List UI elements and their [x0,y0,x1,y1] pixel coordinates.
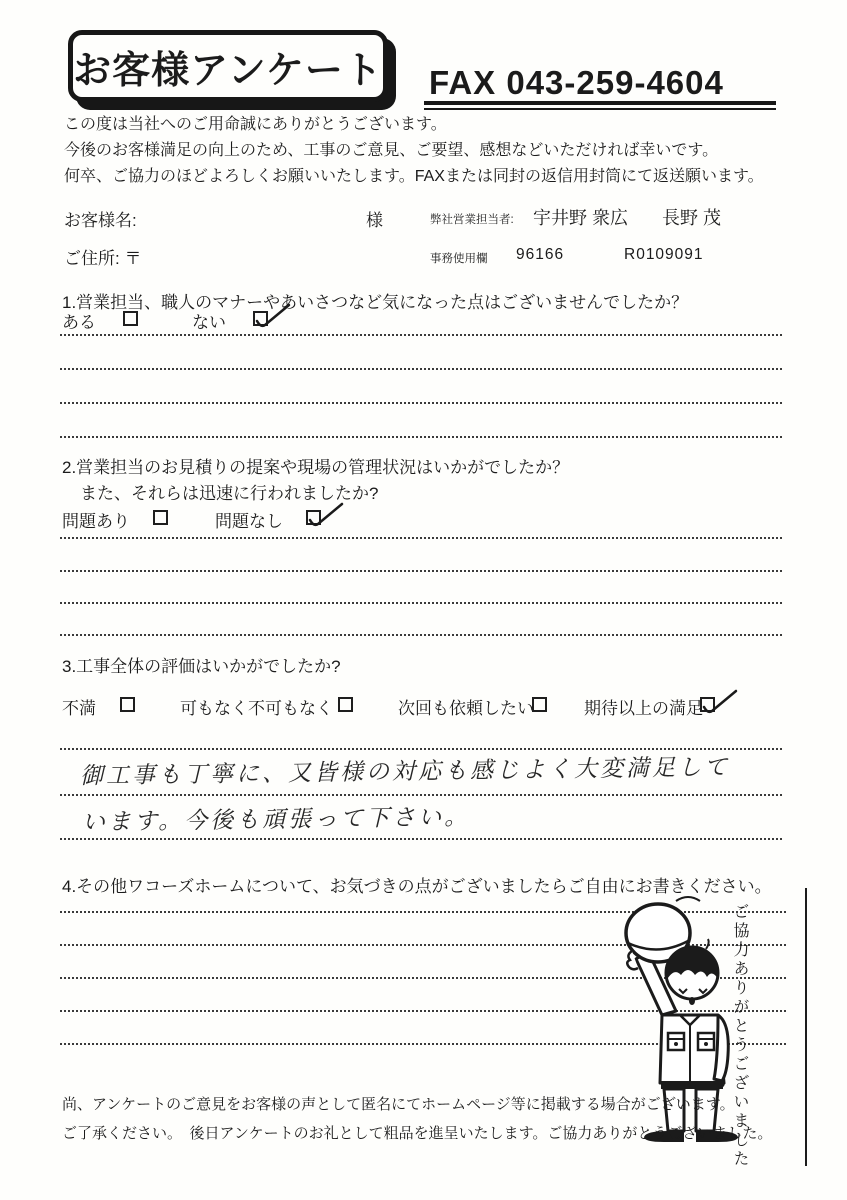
handwritten-check-icon [253,301,293,331]
checkbox-mondai-ari[interactable] [153,510,168,525]
checkbox-aru[interactable] [123,311,138,326]
answer-line [60,537,782,539]
office-code-1: 96166 [516,246,565,263]
answer-line [60,368,782,370]
footer-note-line-2: ご了承ください。 後日アンケートのお礼として粗品を進呈いたします。ご協力ありがとうございました。 [62,1125,773,1142]
answer-line [60,436,782,438]
option-label-aru: ある [62,313,96,332]
answer-line [60,602,782,604]
honorific-label: 様 [366,211,383,230]
checkbox-jikai[interactable] [532,697,547,712]
question-3-text: 3.工事全体の評価はいかがでしたか? [62,657,341,676]
checkbox-nai[interactable] [253,311,268,326]
intro-line-2: 今後のお客様満足の向上のため、工事のご意見、ご要望、感想などいただければ幸いです。 [64,142,719,159]
intro-line-3: 何卒、ご協力のほどよろしくお願いいたします。FAXまたは同封の返信用封筒にて返送願います。 [64,168,764,185]
handwritten-comment-line-1: 御工事も丁寧に、又皆様の対応も感じよく大変満足して [79,753,731,789]
office-code-2: R0109091 [624,246,704,263]
question-4-text: 4.その他ワコーズホームについて、お気づきの点がございましたらご自由にお書きください。 [62,877,772,896]
question-2-text-line-2: また、それらは迅速に行われましたか? [80,484,379,503]
handwritten-check-icon [700,687,740,717]
question-1-text: 1.営業担当、職人のマナーやあいさつなど気になった点はございませんでしたか？ [62,293,689,312]
checkbox-kamonaku[interactable] [338,697,353,712]
address-label: ご住所: 〒 [64,249,142,268]
fax-underline [424,101,776,110]
option-label-mondai-ari: 問題あり [62,512,130,531]
sales-rep-label: 弊社営業担当者: [430,214,514,226]
answer-line [60,402,782,404]
answer-line [60,570,782,572]
answer-line [60,634,782,636]
option-label-mondai-nashi: 問題なし [215,512,283,531]
intro-line-1: この度は当社へのご用命誠にありがとうございます。 [64,116,447,133]
footer-note-line-1: 尚、アンケートのご意見をお客様の声として匿名にてホームページ等に掲載する場合がございます。 [62,1096,735,1113]
checkbox-mondai-nashi[interactable] [306,510,321,525]
intro-text [64,112,804,190]
form-title-badge [68,30,388,102]
handwritten-comment-line-2: います。今後も頑張って下さい。 [81,803,471,835]
answer-line [60,794,782,796]
option-label-kamonaku: 可もなく不可もなく [180,699,333,718]
option-label-nai: ない [192,313,226,332]
office-use-label: 事務使用欄 [430,253,488,265]
option-label-jikai: 次回も依頼したい [398,699,534,718]
fax-number: FAX 043-259-4604 [429,64,724,101]
checkbox-kitai-ijou[interactable] [700,697,715,712]
answer-line [60,838,782,840]
footer-note [62,1090,822,1148]
checkbox-fuman[interactable] [120,697,135,712]
vertical-thanks-text: ご協力ありがとうございました [731,903,748,1169]
question-2-text-line-1: 2.営業担当のお見積りの提案や現場の管理状況はいかがでしたか？ [62,458,570,477]
sales-rep-name-2: 長野 茂 [662,208,722,228]
handwritten-check-icon [306,500,346,530]
sales-rep-name-1: 宇井野 衆広 [533,208,629,228]
form-title: お客様アンケート [73,49,383,92]
customer-name-label: お客様名: [64,211,137,230]
answer-line [60,334,782,336]
option-label-fuman: 不満 [62,699,96,718]
option-label-kitai-ijou: 期待以上の満足 [584,699,703,718]
